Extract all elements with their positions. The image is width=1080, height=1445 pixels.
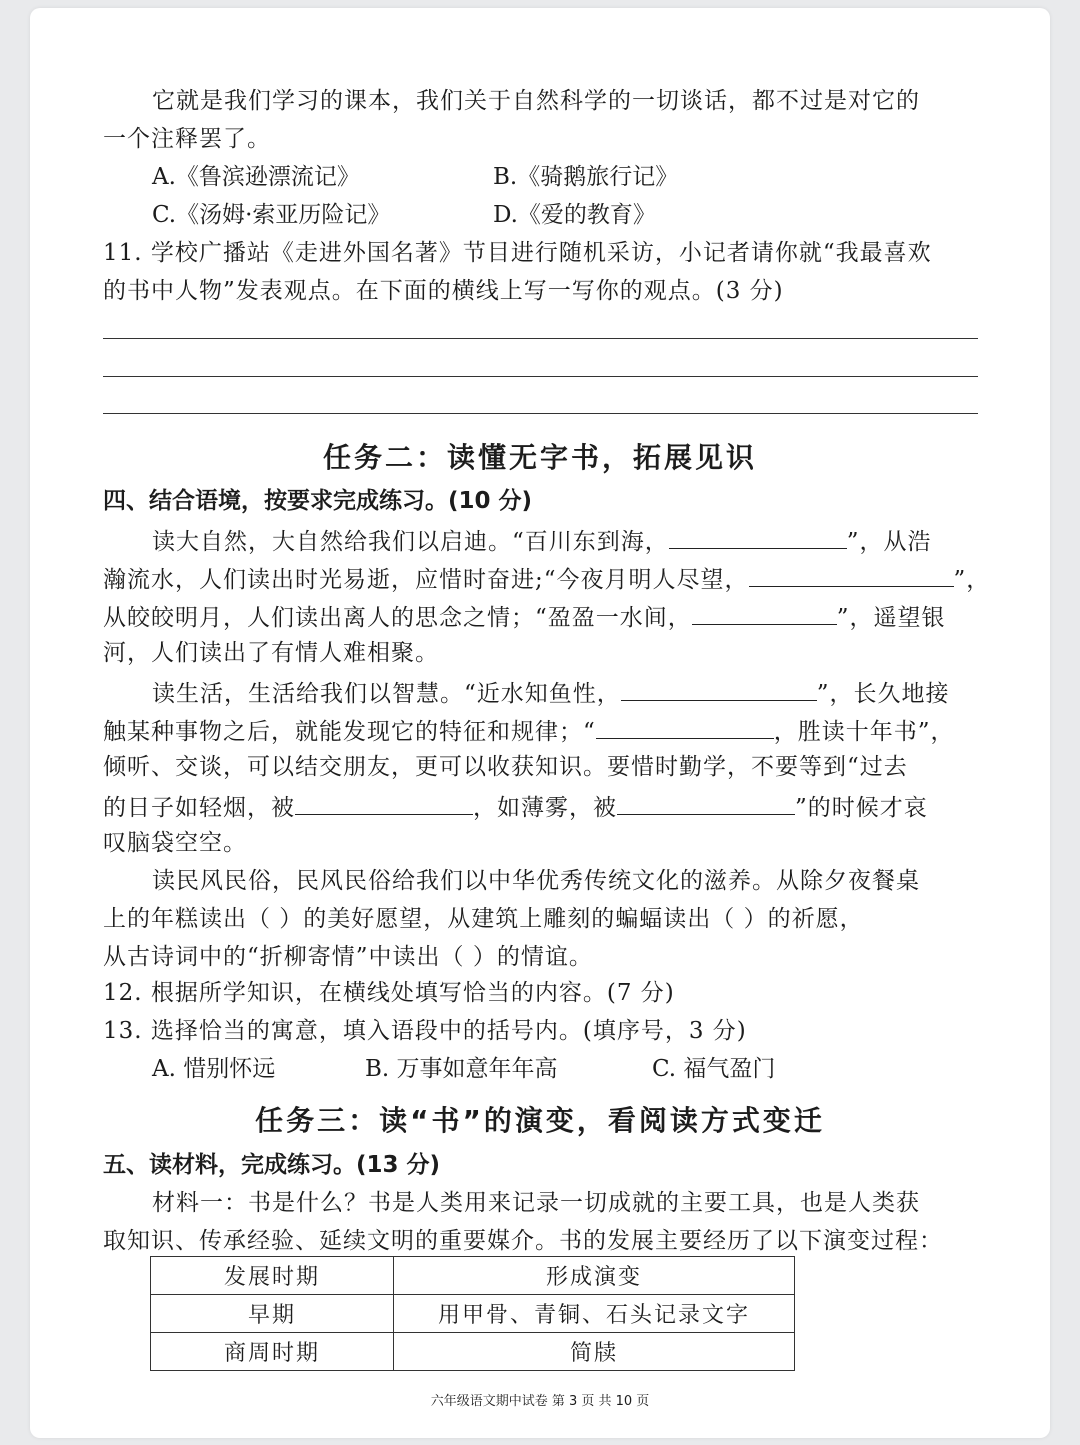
q11-line2: 的书中人物”发表观点。在下面的横线上写一写你的观点。(3 分) [103, 278, 784, 304]
blank-5[interactable] [596, 714, 774, 739]
q10-option-b: B.《骑鹅旅行记》 [493, 164, 679, 190]
table-header-evolution: 形成演变 [394, 1257, 795, 1295]
book-evolution-table [150, 1256, 795, 1371]
table-cell: 简牍 [394, 1333, 795, 1371]
p1-line1: 读大自然，大自然给我们以启迪。“百川东到海， ”，从浩 [152, 524, 982, 557]
answer-line-2[interactable] [103, 376, 978, 377]
p2-line1: 读生活，生活给我们以智慧。“近水知鱼性， ”，长久地接 [152, 676, 982, 709]
q10-option-a: A.《鲁滨逊漂流记》 [152, 164, 360, 190]
p2-line5: 叹脑袋空空。 [103, 830, 247, 856]
p3-line3: 从古诗词中的“折柳寄情”中读出（ ）的情谊。 [103, 944, 593, 970]
q13-option-c: C. 福气盈门 [652, 1056, 776, 1082]
p3-line1: 读民风民俗，民风民俗给我们以中华优秀传统文化的滋养。从除夕夜餐桌 [152, 868, 920, 894]
blank-3[interactable] [692, 600, 837, 625]
blank-6[interactable] [295, 790, 473, 815]
q10-text-line2: 一个注释罢了。 [103, 126, 271, 152]
task3-heading: 任务三：读“书”的演变，看阅读方式变迁 [255, 1104, 825, 1137]
q13-option-a: A. 惜别怀远 [152, 1056, 276, 1082]
p1-line3: 从皎皎明月，人们读出离人的思念之情；“盈盈一水间， ”，遥望银 [103, 600, 983, 633]
q12-text: 12. 根据所学知识，在横线处填写恰当的内容。(7 分) [103, 980, 675, 1006]
section4-title: 四、结合语境，按要求完成练习。(10 分) [103, 488, 533, 514]
material1-line2: 取知识、传承经验、延续文明的重要媒介。书的发展主要经历了以下演变过程： [103, 1228, 943, 1254]
p2-line2: 触某种事物之后，就能发现它的特征和规律；“ ，胜读十年书”， [103, 714, 983, 747]
blank-4[interactable] [621, 676, 817, 701]
blank-1[interactable] [669, 524, 847, 549]
q10-text-line1: 它就是我们学习的课本，我们关于自然科学的一切谈话，都不过是对它的 [152, 88, 920, 114]
answer-line-1[interactable] [103, 338, 978, 339]
blank-2[interactable] [749, 562, 954, 587]
table-row [151, 1295, 795, 1333]
p1-line2: 瀚流水，人们读出时光易逝，应惜时奋进;“今夜月明人尽望， ”， [103, 562, 983, 595]
answer-line-3[interactable] [103, 413, 978, 414]
table-cell: 商周时期 [151, 1333, 394, 1371]
table-row [151, 1333, 795, 1371]
material1-line1: 材料一：书是什么？书是人类用来记录一切成就的主要工具，也是人类获 [152, 1190, 920, 1216]
q13-option-b: B. 万事如意年年高 [365, 1056, 558, 1082]
p2-line3: 倾听、交谈，可以结交朋友，更可以收获知识。要惜时勤学，不要等到“过去 [103, 754, 908, 780]
q10-option-d: D.《爱的教育》 [493, 202, 656, 228]
q10-option-c: C.《汤姆·索亚历险记》 [152, 202, 391, 228]
p2-line4: 的日子如轻烟，被 ，如薄雾，被 ”的时候才哀 [103, 790, 983, 823]
q13-text: 13. 选择恰当的寓意，填入语段中的括号内。(填序号，3 分) [103, 1018, 747, 1044]
p3-line2: 上的年糕读出（ ）的美好愿望，从建筑上雕刻的蝙蝠读出（ ）的祈愿， [103, 906, 864, 932]
section5-title: 五、读材料，完成练习。(13 分) [103, 1152, 441, 1178]
p1-line4: 河，人们读出了有情人难相聚。 [103, 640, 439, 666]
q11-line1: 11. 学校广播站《走进外国名著》节目进行随机采访，小记者请你就“我最喜欢 [103, 240, 932, 266]
table-header-row [151, 1257, 795, 1295]
blank-7[interactable] [617, 790, 795, 815]
page-footer: 六年级语文期中试卷 第 3 页 共 10 页 [430, 1394, 650, 1409]
table-cell: 用甲骨、青铜、石头记录文字 [394, 1295, 795, 1333]
table-header-period: 发展时期 [151, 1257, 394, 1295]
table-cell: 早期 [151, 1295, 394, 1333]
task2-heading: 任务二：读懂无字书，拓展见识 [322, 441, 757, 474]
